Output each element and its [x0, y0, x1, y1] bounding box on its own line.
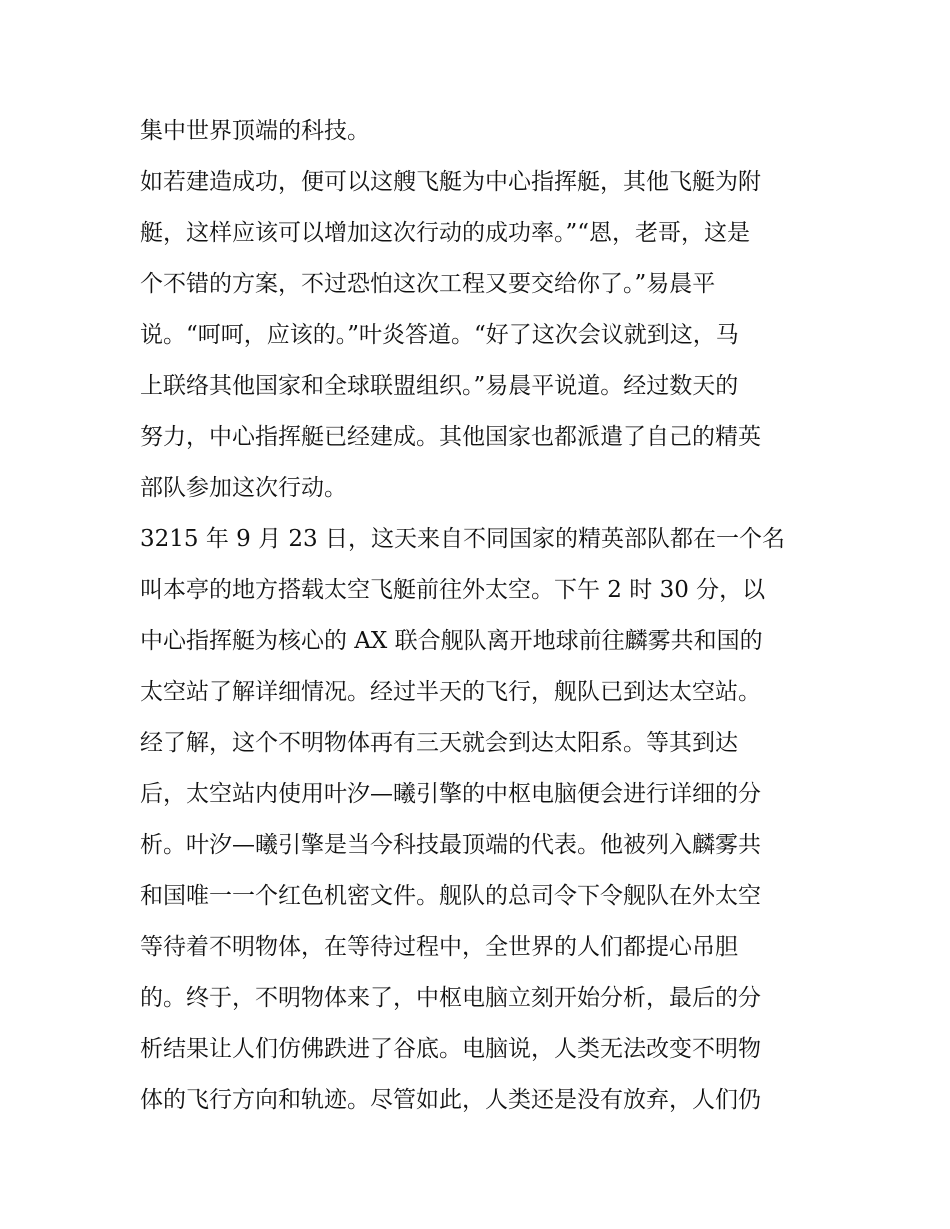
text-line: 上联络其他国家和全球联盟组织。”易晨平说道。经过数天的: [140, 373, 739, 399]
text-line: 的。终于，不明物体来了，中枢电脑立刻开始分析，最后的分: [140, 985, 761, 1011]
text-line: 后，太空站内使用叶汐—曦引擎的中枢电脑便会进行详细的分: [140, 781, 761, 807]
text-line: 和国唯一一个红色机密文件。舰队的总司令下令舰队在外太空: [140, 883, 761, 909]
text-line: 析结果让人们仿佛跌进了谷底。电脑说，人类无法改变不明物: [140, 1036, 761, 1062]
text-line: 经了解，这个不明物体再有三天就会到达太阳系。等其到达: [140, 730, 738, 756]
text-line: 体的飞行方向和轨迹。尽管如此，人类还是没有放弃，人们仍: [140, 1087, 761, 1113]
text-line: 部队参加这次行动。: [140, 475, 347, 501]
text-line: 个不错的方案，不过恐怕这次工程又要交给你了。”易晨平: [140, 271, 716, 297]
text-line: 集中世界顶端的科技。: [140, 118, 370, 144]
text-line: 叫本亭的地方搭载太空飞艇前往外太空。下午 2 时 30 分，以: [140, 577, 766, 603]
text-line: 中心指挥艇为核心的 AX 联合舰队离开地球前往麟雾共和国的: [140, 628, 763, 654]
text-line: 如若建造成功，便可以这艘飞艇为中心指挥艇，其他飞艇为附: [140, 169, 761, 195]
text-line: 努力，中心指挥艇已经建成。其他国家也都派遣了自己的精英: [140, 424, 761, 450]
text-line: 太空站了解详细情况。经过半天的飞行，舰队已到达太空站。: [140, 679, 761, 705]
text-line: 3215 年 9 月 23 日，这天来自不同国家的精英部队都在一个名: [140, 526, 785, 552]
text-line: 析。叶汐—曦引擎是当今科技最顶端的代表。他被列入麟雾共: [140, 832, 761, 858]
text-line: 等待着不明物体，在等待过程中，全世界的人们都提心吊胆: [140, 934, 738, 960]
body-text: [140, 106, 820, 1126]
text-line: 艇，这样应该可以增加这次行动的成功率。”“恩，老哥，这是: [140, 220, 751, 246]
text-line: 说。“呵呵，应该的。”叶炎答道。“好了这次会议就到这，马: [140, 322, 739, 348]
